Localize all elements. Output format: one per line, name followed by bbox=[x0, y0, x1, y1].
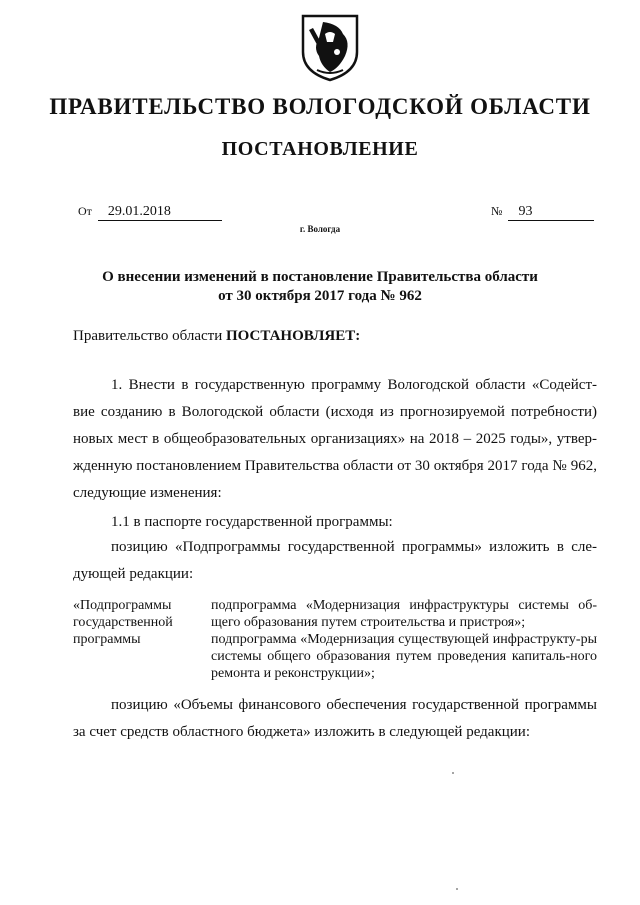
table-value-cell bbox=[211, 597, 597, 682]
scan-speck bbox=[456, 888, 458, 890]
city: г. Вологда bbox=[299, 224, 341, 234]
vologda-coat-of-arms-icon bbox=[299, 12, 361, 82]
table-label-line: государственной bbox=[73, 615, 173, 630]
resolve-keyword: ПОСТАНОВЛЯЕТ: bbox=[225, 328, 361, 344]
government-title: ПРАВИТЕЛЬСТВО ВОЛОГОДСКОЙ ОБЛАСТИ bbox=[49, 94, 591, 119]
number-prefix: № bbox=[491, 204, 503, 218]
date-prefix: От bbox=[78, 204, 92, 218]
table-label-line: программы bbox=[73, 632, 141, 647]
subject-line-1: О внесении изменений в постановление Правительства области bbox=[102, 269, 538, 285]
subprogram-item: подпрограмма «Модернизация существующей инфраструкту-ры системы общего образования путем проведения капиталь-ного ремонта и реконструкции»; bbox=[211, 632, 597, 681]
paragraph-funding: позицию «Объемы финансового обеспечения государственной программы за счет средств областного бюджета» изложить в следующей редакции: bbox=[73, 697, 597, 740]
paragraph-1: 1. Внести в государственную программу Вологодской области «Содейст-вие созданию в Вологодской области (исходя из прогнозируемой потребности) новых мест в общеобразовательных организациях» на 2018 – 2025 годы», утвер-жденную постановлением Правительства области от 30 октября 2017 года № 962, следующие изменения: bbox=[73, 377, 597, 501]
document-number bbox=[491, 203, 594, 221]
table-label-cell bbox=[73, 597, 201, 648]
document-subject bbox=[0, 268, 640, 306]
subject-line-2: от 30 октября 2017 года № 962 bbox=[218, 288, 422, 304]
subprogram-item: подпрограмма «Модернизация инфраструктуры системы об-щего образования путем строительства и пристроя»; bbox=[211, 598, 597, 630]
paragraph-1-1: 1.1 в паспорте государственной программы: bbox=[111, 514, 393, 530]
number-value: 93 bbox=[508, 204, 594, 221]
resolve-prefix: Правительство области bbox=[73, 328, 226, 344]
scan-speck bbox=[452, 772, 454, 774]
paragraph-subprograms: позицию «Подпрограммы государственной программы» изложить в сле-дующей редакции: bbox=[73, 539, 597, 582]
date-value: 29.01.2018 bbox=[98, 204, 222, 221]
resolve-line bbox=[73, 328, 360, 345]
document-type: ПОСТАНОВЛЕНИЕ bbox=[221, 138, 419, 160]
document-date bbox=[78, 203, 222, 221]
table-label-line: «Подпрограммы bbox=[73, 598, 172, 613]
